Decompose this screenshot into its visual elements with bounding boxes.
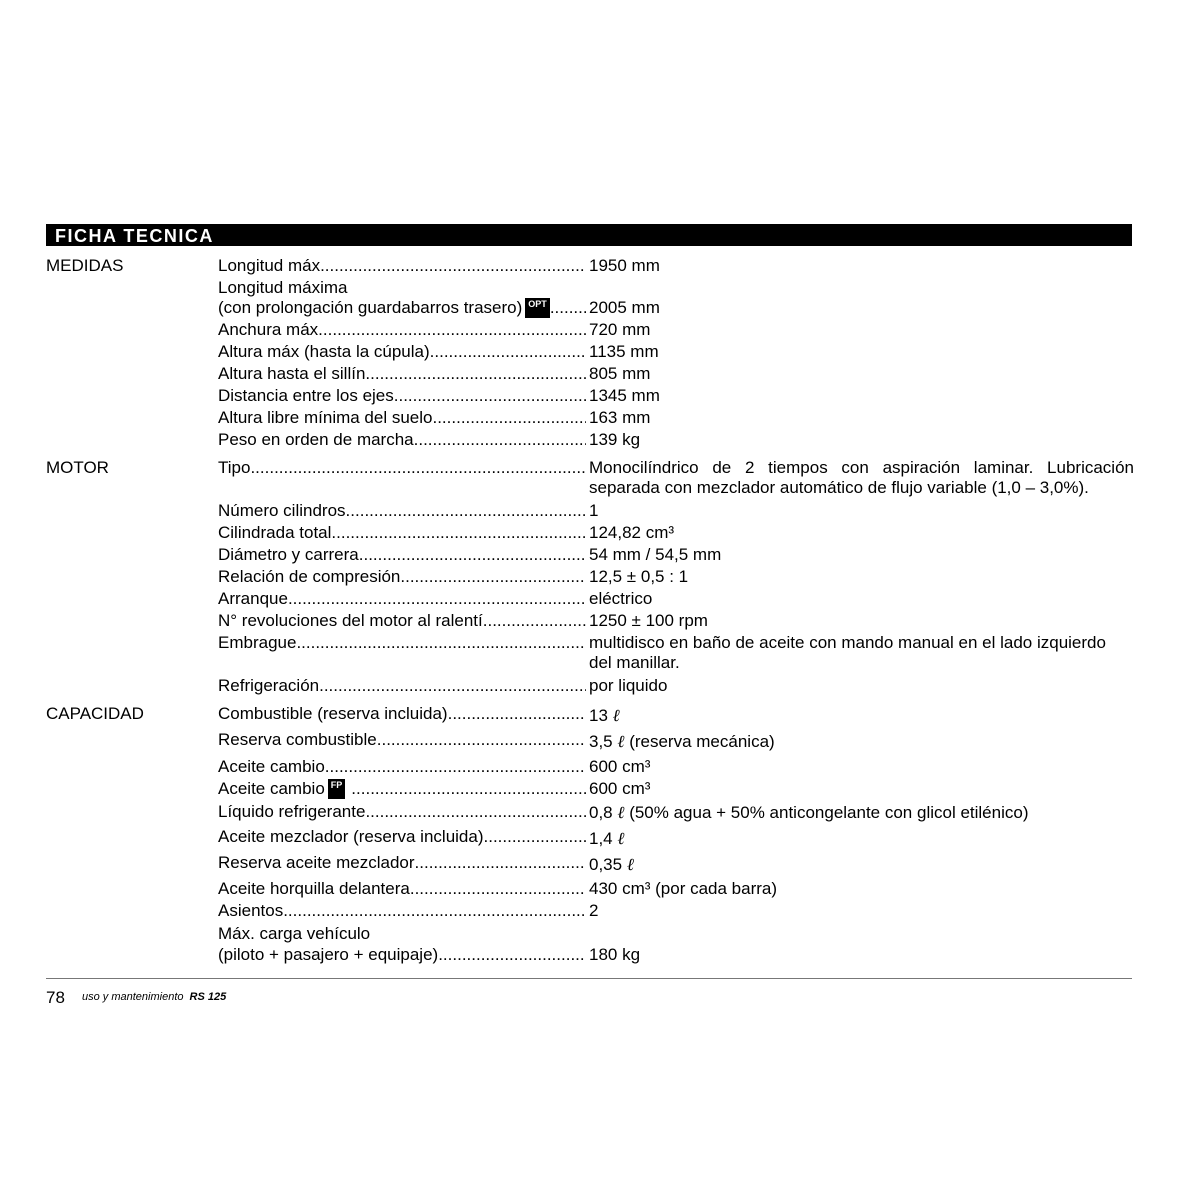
spec-row-label: Altura libre mínima del suelo ..... <box>218 408 586 428</box>
section-label-capacidad: CAPACIDAD <box>46 704 144 723</box>
spec-row-value: 1345 mm <box>589 386 660 405</box>
spec-row-label: (piloto + pasajero + equipaje) ..... <box>218 945 586 965</box>
spec-row-value: 2005 mm <box>589 298 660 317</box>
spec-row-label: Cilindrada total ..... <box>218 523 586 543</box>
spec-row-value: 3,5 ℓ (reserva mecánica) <box>589 732 775 752</box>
spec-row-value: 1250 ± 100 rpm <box>589 611 708 630</box>
spec-row-label: Combustible (reserva incluida) ..... <box>218 704 586 724</box>
spec-row-value: 0,35 ℓ <box>589 855 634 875</box>
spec-row-label: Arranque ..... <box>218 589 586 609</box>
spec-row-value: 600 cm³ <box>589 757 651 776</box>
spec-value-line2: del manillar. <box>589 653 680 672</box>
spec-row-label: Altura máx (hasta la cúpula) ..... <box>218 342 586 362</box>
spec-row-label: Anchura máx ..... <box>218 320 586 340</box>
opt-badge: OPT <box>525 298 550 318</box>
spec-value-line2: separada con mezclador automático de flujo variable (1,0 – 3,0%). <box>589 478 1089 497</box>
spec-row-label: Asientos ..... <box>218 901 586 921</box>
spec-row-label: Aceite cambio FP ..... <box>218 779 586 799</box>
spec-row-label: Peso en orden de marcha ..... <box>218 430 586 450</box>
spec-row-value: 1135 mm <box>589 342 659 361</box>
spec-row-label: Reserva aceite mezclador ..... <box>218 853 586 873</box>
spec-value-line1: multidisco en baño de aceite con mando manual en el lado izquierdo <box>589 633 1106 652</box>
spec-row-value: 1 <box>589 501 599 520</box>
spec-row-value: 12,5 ± 0,5 : 1 <box>589 567 689 586</box>
spec-value-line1: Monocilíndrico de 2 tiempos con aspiración laminar. Lubricación <box>589 458 1134 477</box>
spec-row-value <box>589 633 1134 673</box>
spec-row-label: Aceite mezclador (reserva incluida) ..... <box>218 827 586 847</box>
section-label-medidas: MEDIDAS <box>46 256 124 275</box>
litre-symbol: ℓ <box>626 855 634 875</box>
litre-symbol: ℓ <box>617 732 625 752</box>
spec-row-label: Líquido refrigerante ..... <box>218 802 586 822</box>
spec-row-value: 720 mm <box>589 320 651 339</box>
spec-row-label: Longitud máx ..... <box>218 256 586 276</box>
spec-row-label: Tipo ..... <box>218 458 586 478</box>
spec-row-value: 2 <box>589 901 599 920</box>
spec-row-label: Relación de compresión ..... <box>218 567 586 587</box>
spec-row-value: 1,4 ℓ <box>589 829 625 849</box>
page-number: 78 <box>46 988 65 1007</box>
footer-divider <box>46 978 1132 979</box>
section-label-motor: MOTOR <box>46 458 109 477</box>
spec-row-label: Refrigeración ..... <box>218 676 586 696</box>
footer-caption: uso y mantenimiento RS 125 <box>82 991 227 1003</box>
spec-row-value: 0,8 ℓ (50% agua + 50% anticongelante con glicol etilénico) <box>589 803 1029 823</box>
spec-row-label: Reserva combustible ..... <box>218 730 586 750</box>
footer-model: RS 125 <box>189 991 227 1003</box>
spec-row-label: Embrague ..... <box>218 633 586 653</box>
spec-row-value: 805 mm <box>589 364 651 383</box>
section-header-bar <box>46 224 1132 246</box>
spec-row-label: Aceite cambio ..... <box>218 757 586 777</box>
spec-row-label: (con prolongación guardabarros trasero) OPT ..... <box>218 298 586 318</box>
spec-row-value: 1950 mm <box>589 256 660 275</box>
spec-row-value: 180 kg <box>589 945 641 964</box>
spec-row-value: 54 mm / 54,5 mm <box>589 545 722 564</box>
litre-symbol: ℓ <box>617 803 625 823</box>
spec-row-value: 430 cm³ (por cada barra) <box>589 879 778 898</box>
spec-row-value: por liquido <box>589 676 668 695</box>
spec-row-label-line1: Longitud máxima <box>218 278 348 297</box>
spec-row-value: eléctrico <box>589 589 653 608</box>
spec-row-label: Aceite horquilla delantera ..... <box>218 879 586 899</box>
section-title: FICHA TECNICA <box>55 226 214 246</box>
spec-row-value: 124,82 cm³ <box>589 523 675 542</box>
spec-row-value <box>589 458 1134 498</box>
spec-row-label: Diámetro y carrera ..... <box>218 545 586 565</box>
litre-symbol: ℓ <box>617 829 625 849</box>
fp-badge: FP <box>328 779 346 799</box>
spec-row-label: Altura hasta el sillín ..... <box>218 364 586 384</box>
spec-row-label: Distancia entre los ejes ..... <box>218 386 586 406</box>
spec-row-value: 600 cm³ <box>589 779 651 798</box>
spec-row-value: 139 kg <box>589 430 641 449</box>
spec-row-label: Número cilindros ..... <box>218 501 586 521</box>
spec-row-value: 163 mm <box>589 408 651 427</box>
spec-row-label-line1: Máx. carga vehículo <box>218 924 371 943</box>
spec-row-value: 13 ℓ <box>589 706 620 726</box>
litre-symbol: ℓ <box>612 706 620 726</box>
spec-row-label: N° revoluciones del motor al ralentí ..... <box>218 611 586 631</box>
